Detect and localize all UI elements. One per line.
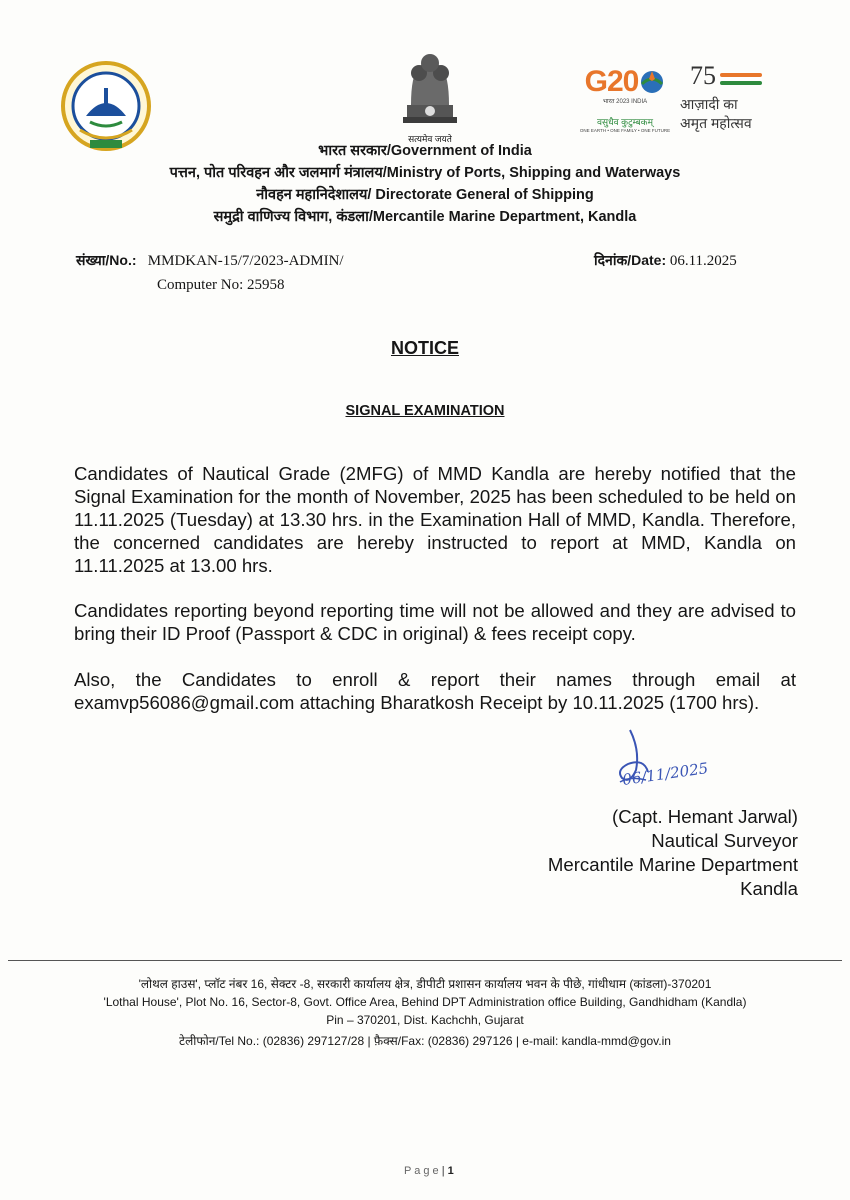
g20-sub: भारत 2023 INDIA <box>602 99 648 105</box>
azadi-logo <box>676 63 776 133</box>
date-value: 06.11.2025 <box>669 253 737 269</box>
computer-number: Computer No: 25958 <box>157 277 285 293</box>
flag-ribbon-icon <box>720 73 762 85</box>
signatory-department: Mercantile Marine Department <box>547 854 798 875</box>
body-paragraph-1: Candidates of Nautical Grade (2MFG) of MMD Kandla are hereby notified that the Signal Examination for the month of November, 2025 has been scheduled to be held on 11.11.2025 (Tuesday) at 13.30 hrs. in the Examination Hall of MMD, Kandla. Therefore, the concerned candidates are hereby instructed to report at MMD, Kandla on 11.11.2025 at 13.00 hrs. <box>74 463 796 576</box>
footer-divider <box>8 960 842 961</box>
handwritten-signature <box>600 720 750 800</box>
footer-address-english: 'Lothal House', Plot No. 16, Sector-8, Govt. Office Area, Behind DPT Administration office Building, Gandhidham (Kandla) <box>103 995 747 1009</box>
signatory-name: (Capt. Hemant Jarwal) <box>612 806 798 827</box>
page-number: 1 <box>447 1165 454 1177</box>
azadi-line1: आज़ादी का <box>680 96 738 112</box>
g20-logo <box>575 65 675 135</box>
handwritten-date: 06/11/2025 <box>621 759 710 789</box>
lotus-globe-icon <box>639 69 665 95</box>
footer-contact: टेलीफोन/Tel No.: (02836) 297127/28 | फ़ैक्स/Fax: (02836) 297126 | e-mail: kandla-mmd@gov.in <box>179 1034 671 1048</box>
footer-address-hindi: 'लोथल हाउस', प्लॉट नंबर 16, सेक्टर -8, सरकारी कार्यालय क्षेत्र, डीपीटी प्रशासन कार्यालय भवन के पीछे, गांधीधाम (कांडला)-370201 <box>138 977 712 991</box>
g20-tagline-en: ONE EARTH • ONE FAMILY • ONE FUTURE <box>579 128 671 133</box>
reference-number <box>76 251 344 270</box>
header-line-2: पत्तन, पोत परिवहन और जलमार्ग मंत्रालय/Ministry of Ports, Shipping and Waterways <box>169 165 681 181</box>
header-line-3: नौवहन महानिदेशालय/ Directorate General of Shipping <box>256 187 594 203</box>
body-paragraph-3: Also, the Candidates to enroll & report their names through email at examvp56086@gmail.com attaching Bharatkosh Receipt by 10.11.2025 (1700 hrs). <box>74 669 796 713</box>
mmd-logo <box>60 60 152 152</box>
reference-value: MMDKAN-15/7/2023-ADMIN/ <box>147 253 344 269</box>
g20-text: G20 <box>584 65 639 98</box>
header-line-1: भारत सरकार/Government of India <box>318 143 532 159</box>
notice-title: NOTICE <box>390 338 459 358</box>
reference-label: संख्या/No.: <box>76 252 137 268</box>
signatory-designation: Nautical Surveyor <box>651 830 798 851</box>
subject-title: SIGNAL EXAMINATION <box>345 403 505 419</box>
date-label: दिनांक/Date: <box>594 252 667 268</box>
emblem-motto: सत्यमेव जयते <box>408 134 452 144</box>
page-label: P a g e <box>404 1165 439 1177</box>
footer-pin: Pin – 370201, Dist. Kachchh, Gujarat <box>326 1013 524 1027</box>
signatory-place: Kandla <box>740 878 798 899</box>
azadi-number: 75 <box>690 61 716 90</box>
page-indicator: P a g e | 1 <box>404 1165 454 1177</box>
g20-tagline-hi: वसुधैव कुटुम्बकम् <box>597 117 653 127</box>
header-line-4: समुद्री वाणिज्य विभाग, कंडला/Mercantile Marine Department, Kandla <box>213 209 637 225</box>
issue-date <box>594 251 737 270</box>
national-emblem <box>395 45 465 144</box>
body-paragraph-2: Candidates reporting beyond reporting time will not be allowed and they are advised to bring their ID Proof (Passport & CDC in original) & fees receipt copy. <box>74 600 796 644</box>
azadi-line2: अमृत महोत्सव <box>680 115 752 131</box>
